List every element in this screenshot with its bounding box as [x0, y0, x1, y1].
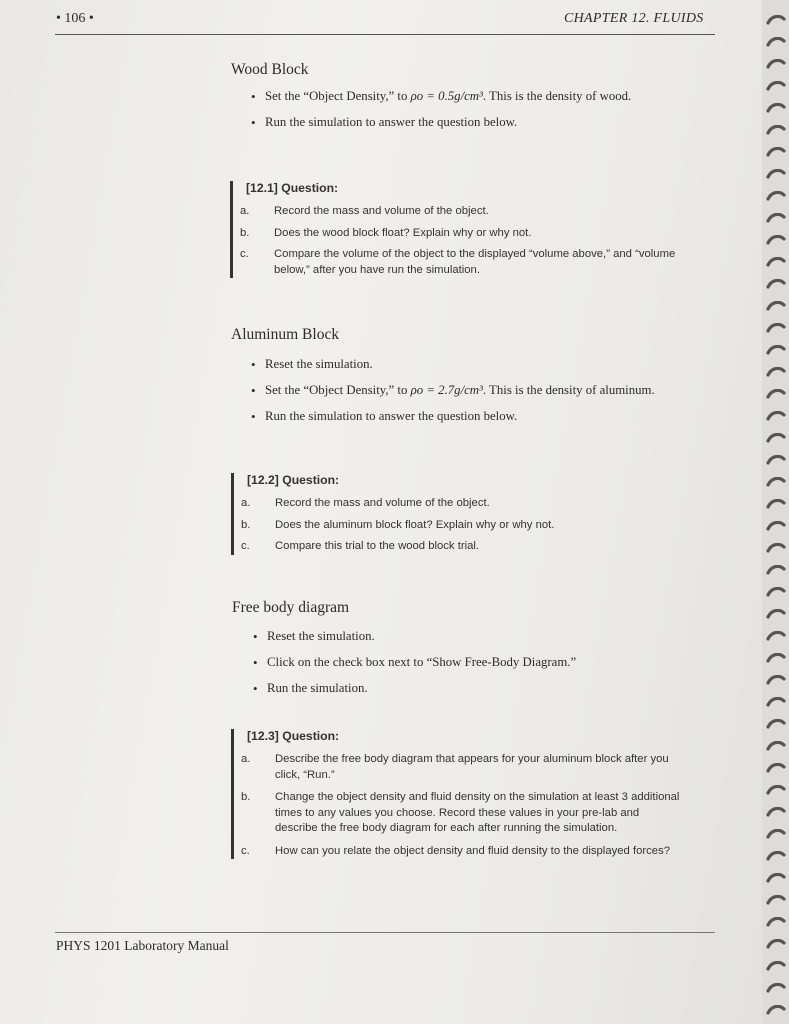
- binding-coil: [766, 56, 786, 66]
- binding-coil: [766, 628, 786, 638]
- aluminum-steps: [251, 356, 681, 434]
- binding-coil: [766, 342, 786, 352]
- binding-coil: [766, 672, 786, 682]
- binding-coil: [766, 100, 786, 110]
- binding-coil: [766, 826, 786, 836]
- binding-coil: [766, 892, 786, 902]
- binding-coil: [766, 1002, 786, 1012]
- wood-steps: [251, 88, 681, 140]
- question-item: b. Does the aluminum block float? Explain why or why not.: [241, 518, 555, 531]
- list-item: • Reset the simulation.: [253, 628, 683, 645]
- question-item: c. How can you relate the object density and fluid density to the displayed forces?: [241, 844, 670, 857]
- binding-coil: [766, 364, 786, 374]
- binding-coil: [766, 298, 786, 308]
- question-item: b. Change the object density and fluid density on the simulation at least 3 additional times to any values you choose. Record these values in your pre-lab and describe the free body diagram for each after running the simulation.: [241, 791, 680, 834]
- footer-text: PHYS 1201 Laboratory Manual: [56, 938, 229, 953]
- binding-coil: [766, 254, 786, 264]
- binding-coil: [766, 122, 786, 132]
- question-heading: [12.3] Question:: [247, 729, 340, 743]
- binding-coil: [766, 34, 786, 44]
- binding-coil: [766, 320, 786, 330]
- question-item: a. Record the mass and volume of the object.: [240, 205, 489, 217]
- question-heading: [12.2] Question:: [247, 473, 340, 487]
- binding-coil: [766, 738, 786, 748]
- section-title-aluminum: Aluminum Block: [231, 326, 340, 343]
- binding-coil: [766, 914, 786, 924]
- binding-coil: [766, 804, 786, 814]
- binding-coil: [766, 474, 786, 484]
- question-box-12-2: [231, 473, 683, 555]
- footer-rule: [55, 932, 715, 933]
- binding-coil: [766, 760, 786, 770]
- binding-coil: [766, 452, 786, 462]
- binding-coil: [766, 870, 786, 880]
- section-title-wood: Wood Block: [231, 61, 309, 78]
- binding-coil: [766, 958, 786, 968]
- binding-coil: [766, 584, 786, 594]
- page-number: • 106 •: [56, 11, 94, 26]
- list-item: • Reset the simulation.: [251, 356, 681, 373]
- question-box-12-1: [230, 181, 683, 278]
- binding-coil: [766, 540, 786, 550]
- binding-coil: [766, 936, 786, 946]
- binding-coil: [766, 408, 786, 418]
- binding-coil: [766, 562, 786, 572]
- binding-coil: [766, 276, 786, 286]
- chapter-heading: CHAPTER 12. FLUIDS: [564, 11, 704, 26]
- list-item: • Set the “Object Density,” to ρo = 0.5g/cm³. This is the density of wood.: [251, 88, 681, 105]
- binding-coil: [766, 606, 786, 616]
- list-item: • Click on the check box next to “Show Free-Body Diagram.”: [253, 654, 683, 671]
- binding-coil: [766, 980, 786, 990]
- question-box-12-3: [231, 729, 685, 859]
- binding-coil: [766, 694, 786, 704]
- binding-coil: [766, 518, 786, 528]
- list-item: • Run the simulation to answer the question below.: [251, 408, 681, 425]
- binding-coil: [766, 12, 786, 22]
- section-title-free-body: Free body diagram: [232, 599, 350, 616]
- binding-coil: [766, 166, 786, 176]
- binding-coil: [766, 650, 786, 660]
- binding-coil: [766, 782, 786, 792]
- free-body-steps: [253, 628, 683, 706]
- list-item: • Run the simulation to answer the question below.: [251, 114, 681, 131]
- binding-coil: [766, 232, 786, 242]
- header-rule: [55, 34, 715, 35]
- question-heading: [12.1] Question:: [246, 181, 339, 195]
- binding-coil: [766, 848, 786, 858]
- list-item: • Run the simulation.: [253, 680, 683, 697]
- binding-coil: [766, 386, 786, 396]
- binding-coil: [766, 188, 786, 198]
- question-item: c. Compare this trial to the wood block trial.: [241, 540, 480, 552]
- question-item: a. Record the mass and volume of the object.: [241, 497, 490, 509]
- question-item: a. Describe the free body diagram that appears for your aluminum block after you click, “Run.”: [241, 753, 669, 781]
- binding-coil: [766, 210, 786, 220]
- question-item: b. Does the wood block float? Explain why or why not.: [240, 226, 532, 239]
- question-item: c. Compare the volume of the object to the displayed “volume above,” and “volume below,” after you have run the simulation.: [240, 248, 676, 276]
- binding-coil: [766, 496, 786, 506]
- binding-coil: [766, 716, 786, 726]
- binding-coil: [766, 430, 786, 440]
- list-item: • Set the “Object Density,” to ρo = 2.7g/cm³. This is the density of aluminum.: [251, 382, 681, 399]
- binding-coil: [766, 78, 786, 88]
- binding-coil: [766, 144, 786, 154]
